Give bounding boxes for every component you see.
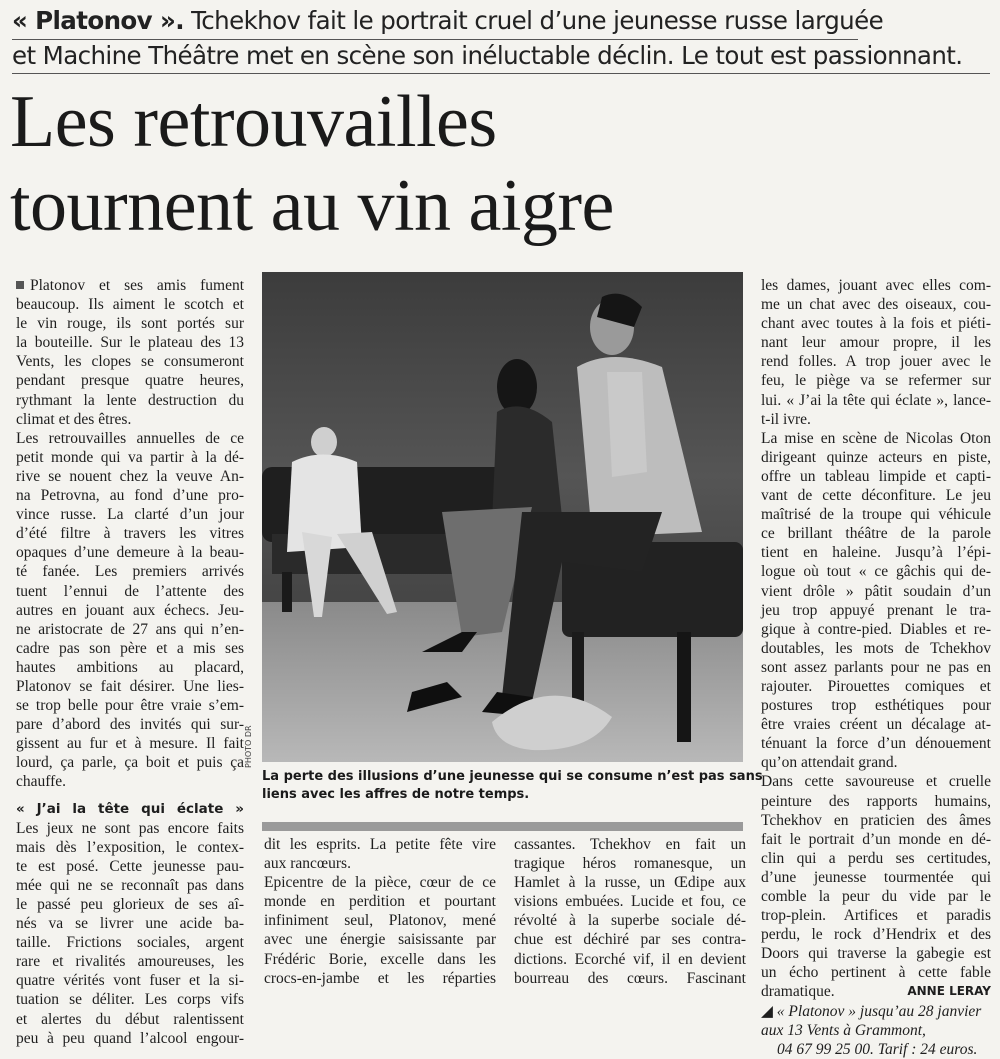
text-line: dictions. Ecorché vif, il en devient	[514, 950, 746, 968]
text-line: tuation se déliter. Les corps vifs	[16, 991, 244, 1009]
author-signature: ANNE LERAY	[907, 984, 991, 999]
text-line: chauffe.	[16, 773, 67, 791]
separator-bar	[262, 822, 743, 831]
text-line: comble la peur du vide par le	[761, 888, 991, 905]
text-line: Vents, les clopes se consumeront	[16, 353, 244, 371]
text-line: pare d’abord des invités qui sur-	[16, 716, 244, 734]
text-line: clin qui a perdu ses certitudes,	[761, 849, 991, 867]
text-line: être vraies créent un décalage at-	[761, 716, 991, 734]
text-line: tragique héros romanesque, un	[514, 855, 746, 873]
text-line: La mise en scène de Nicolas Oton	[761, 429, 991, 447]
text-line: peinture des rapports humains,	[761, 792, 991, 810]
text-line: Platonov se fait désirer. Une lies-	[16, 677, 244, 695]
text-line: vince russe. La clarté d’un jour	[16, 506, 244, 524]
text-line: beaucoup. Ils aiment le scotch et	[16, 296, 244, 314]
text-line: doutables, les mots de Tchekhov	[761, 639, 991, 657]
text-line: offre un tableau limpide et capti-	[761, 467, 991, 485]
text-line: Tchekhov en praticien des âmes	[761, 811, 991, 829]
text-line: mée qui ne se reconnaît pas dans	[16, 876, 244, 894]
kicker-rule-bottom	[12, 73, 990, 74]
text-line: Epicentre de la pièce, cœur de ce	[264, 874, 496, 892]
text-line: autres en jouant aux échecs. Jeu-	[16, 601, 244, 619]
text-line: na Petrovna, au fond d’une pro-	[16, 487, 244, 505]
text-line: Frédéric Borie, excelle dans les	[264, 950, 496, 968]
text-line: rive se nouent chez la veuve An-	[16, 467, 244, 485]
column-1-paragraphs-2	[16, 819, 244, 1048]
text-line: crocs-en-jambe et les réparties	[264, 969, 496, 987]
kicker-line-2: et Machine Théâtre met en scène son inéluctable déclin. Le tout est passionnant.	[12, 41, 963, 70]
text-line: feu, le piège va se refermer sur	[761, 372, 991, 390]
text-line: visions embuées. Lucide et fou, ce	[514, 893, 746, 911]
photo-credit-text: PHOTO DR	[244, 725, 253, 768]
text-line: Dans cette savoureuse et cruelle	[761, 773, 991, 791]
article-column-3	[514, 835, 746, 988]
text-line: logue où tout « ce gâchis qui de-	[761, 563, 991, 581]
text-line: chue est déchiré par ses contra-	[514, 931, 746, 949]
text-line: cassantes. Tchekhov en fait un	[514, 836, 746, 853]
caption-line-2: liens avec les affres de notre temps.	[262, 787, 530, 802]
text-line: fait le portrait d’un monde en dé-	[761, 830, 991, 848]
text-line: rend folles. A trop jouer avec le	[761, 353, 991, 371]
text-line: nés va se livrer une acide ba-	[16, 915, 244, 933]
article-column-2	[264, 835, 496, 988]
text-line: quatre vérités vont fuser et la si-	[16, 972, 244, 990]
text-line: gique à contre-pied. Diables et re-	[761, 620, 991, 638]
headline-line-1: Les retrouvailles	[10, 81, 497, 163]
text-line: d’une jeunesse tourmentée qui	[761, 868, 991, 886]
text-line: maîtrisé de la troupe qui véhicule	[761, 506, 991, 524]
text-line: climat et des êtres.	[16, 410, 132, 428]
text-line: Les jeux ne sont pas encore faits	[16, 819, 244, 837]
text-line: Platonov et ses amis fument	[16, 276, 244, 295]
text-line: le vin rouge, ils sont portés sur	[16, 315, 244, 333]
text-line: nant leur amour propre, il les	[761, 334, 991, 352]
text-line: sont assez parlants pour ne pas en	[761, 658, 991, 676]
subhead: « J’ai la tête qui éclate »	[16, 800, 244, 817]
text-line: lourd, ça parle, ça boit et puis ça	[16, 754, 244, 772]
text-line: tuent l’ennui de l’attente des	[16, 582, 244, 600]
text-line: monde en perdition et pourtant	[264, 893, 496, 911]
text-line: t-il ivre.	[761, 410, 811, 428]
closing-word: dramatique.	[761, 983, 835, 1001]
text-line: peu à peu quand l’alcool engour-	[16, 1029, 244, 1047]
text-line: révolté à la superbe sociale dé-	[514, 912, 746, 930]
text-line: tient en haleine. Jusqu’à l’épi-	[761, 544, 991, 562]
text-line: dit les esprits. La petite fête vire	[264, 836, 496, 853]
text-line: le passé peu glorieux de ses aî-	[16, 896, 244, 913]
text-line: jeu trop appuyé prenant le tra-	[761, 601, 991, 619]
text-line: bourreau des cœurs. Fascinant	[514, 969, 746, 987]
text-line: qu’on attendait grand.	[761, 754, 898, 772]
text-line: rythmant la lente destruction du	[16, 391, 244, 409]
text-line: hautes ambitions au placard,	[16, 658, 244, 676]
info-line-1: ◢ « Platonov » jusqu’au 28 janvier	[761, 1002, 982, 1020]
text-line: vant de cette déconfiture. Le jeu	[761, 487, 991, 505]
text-line: rajouter. Pirouettes comiques et	[761, 677, 991, 695]
text-line: se trop belle pour être vraie s’em-	[16, 697, 244, 715]
info-line-2: aux 13 Vents à Grammont,	[761, 1021, 926, 1039]
theatre-scene-image	[262, 272, 743, 762]
text-line: taille. Frictions sociales, argent	[16, 934, 244, 952]
text-line: les dames, jouant avec elles com-	[761, 277, 991, 294]
text-line: un écho pertinent à cette fable	[761, 964, 991, 982]
text-line: et alertes du début ralentissent	[16, 1010, 244, 1028]
text-line: opaques d’une demeure à la beau-	[16, 544, 244, 562]
info-text-1: « Platonov » jusqu’au 28 janvier	[776, 1002, 982, 1020]
text-line: lui. « J’ai la tête qui éclate », lance-	[761, 391, 991, 409]
text-line: chant avec toutes à la fois et piéti-	[761, 315, 991, 333]
article-column-4	[761, 276, 991, 1059]
article-photo	[262, 272, 743, 762]
text-line: aux rancœurs.	[264, 855, 351, 873]
text-line: pendant presque quatre heures,	[16, 372, 244, 390]
info-line-3: 04 67 99 25 00. Tarif : 24 euros.	[777, 1040, 978, 1058]
text-line: ce brillant théâtre de la parole	[761, 525, 991, 543]
text-line: trop-plein. Artifices et paradis	[761, 907, 991, 925]
text-line: dirigeant quinze acteurs en piste,	[761, 448, 991, 466]
headline-line-2: tournent au vin aigre	[10, 165, 614, 247]
text-line: avec une énergie saisissante par	[264, 931, 496, 949]
kicker-title: « Platonov ».	[12, 6, 184, 35]
article-column-1	[16, 276, 244, 1048]
text-line: perdu, le rock d’Hendrix et des	[761, 926, 991, 944]
photo-credit	[244, 720, 258, 768]
text-line: gissent au fur et à mesure. Il fait	[16, 735, 244, 753]
text-line: te est posé. Cette jeunesse pau-	[16, 857, 244, 875]
text-line: infiniment seul, Platonov, mené	[264, 912, 496, 930]
text-line: Hamlet à la russe, un Œdipe aux	[514, 874, 746, 892]
kicker-line-1	[12, 5, 992, 37]
headline	[10, 80, 995, 248]
text-line: Doors qui traverse la gabegie est	[761, 945, 991, 963]
text-line: petit monde qui va partir à la dé-	[16, 448, 244, 466]
text-line: me un chat avec des oiseaux, cou-	[761, 296, 991, 314]
text-line: ne aristocrate de 27 ans qui n’en-	[16, 620, 244, 638]
text-line: Les retrouvailles annuelles de ce	[16, 429, 244, 447]
text-line: mais dès l’exposition, le contex-	[16, 838, 244, 856]
text-line: ténuant la force d’un dénouement	[761, 735, 991, 753]
column-4-paragraphs	[761, 276, 991, 982]
text-line: d’été filtre à travers les vitres	[16, 525, 244, 543]
text-line: postures trop esthétiques pour	[761, 697, 991, 715]
text-line: la bouteille. Sur le plateau des 13	[16, 334, 244, 352]
text-line: cadre pas son père et a mis ses	[16, 639, 244, 657]
closing-line	[761, 982, 991, 1001]
photo-caption	[262, 768, 763, 804]
kicker-text: Tchekhov fait le portrait cruel d’une jeunesse russe larguée	[183, 6, 884, 35]
paragraph-marker-icon	[16, 281, 24, 289]
text-line: té fanée. Les premiers arrivés	[16, 563, 244, 581]
text-line: vient drôle » pâtit soudain d’un	[761, 582, 991, 600]
column-1-paragraphs	[16, 276, 244, 792]
text-line: rare et rivalités amoureuses, les	[16, 953, 244, 971]
caption-line-1: La perte des illusions d’une jeunesse qui se consume n’est pas sans	[262, 769, 763, 784]
